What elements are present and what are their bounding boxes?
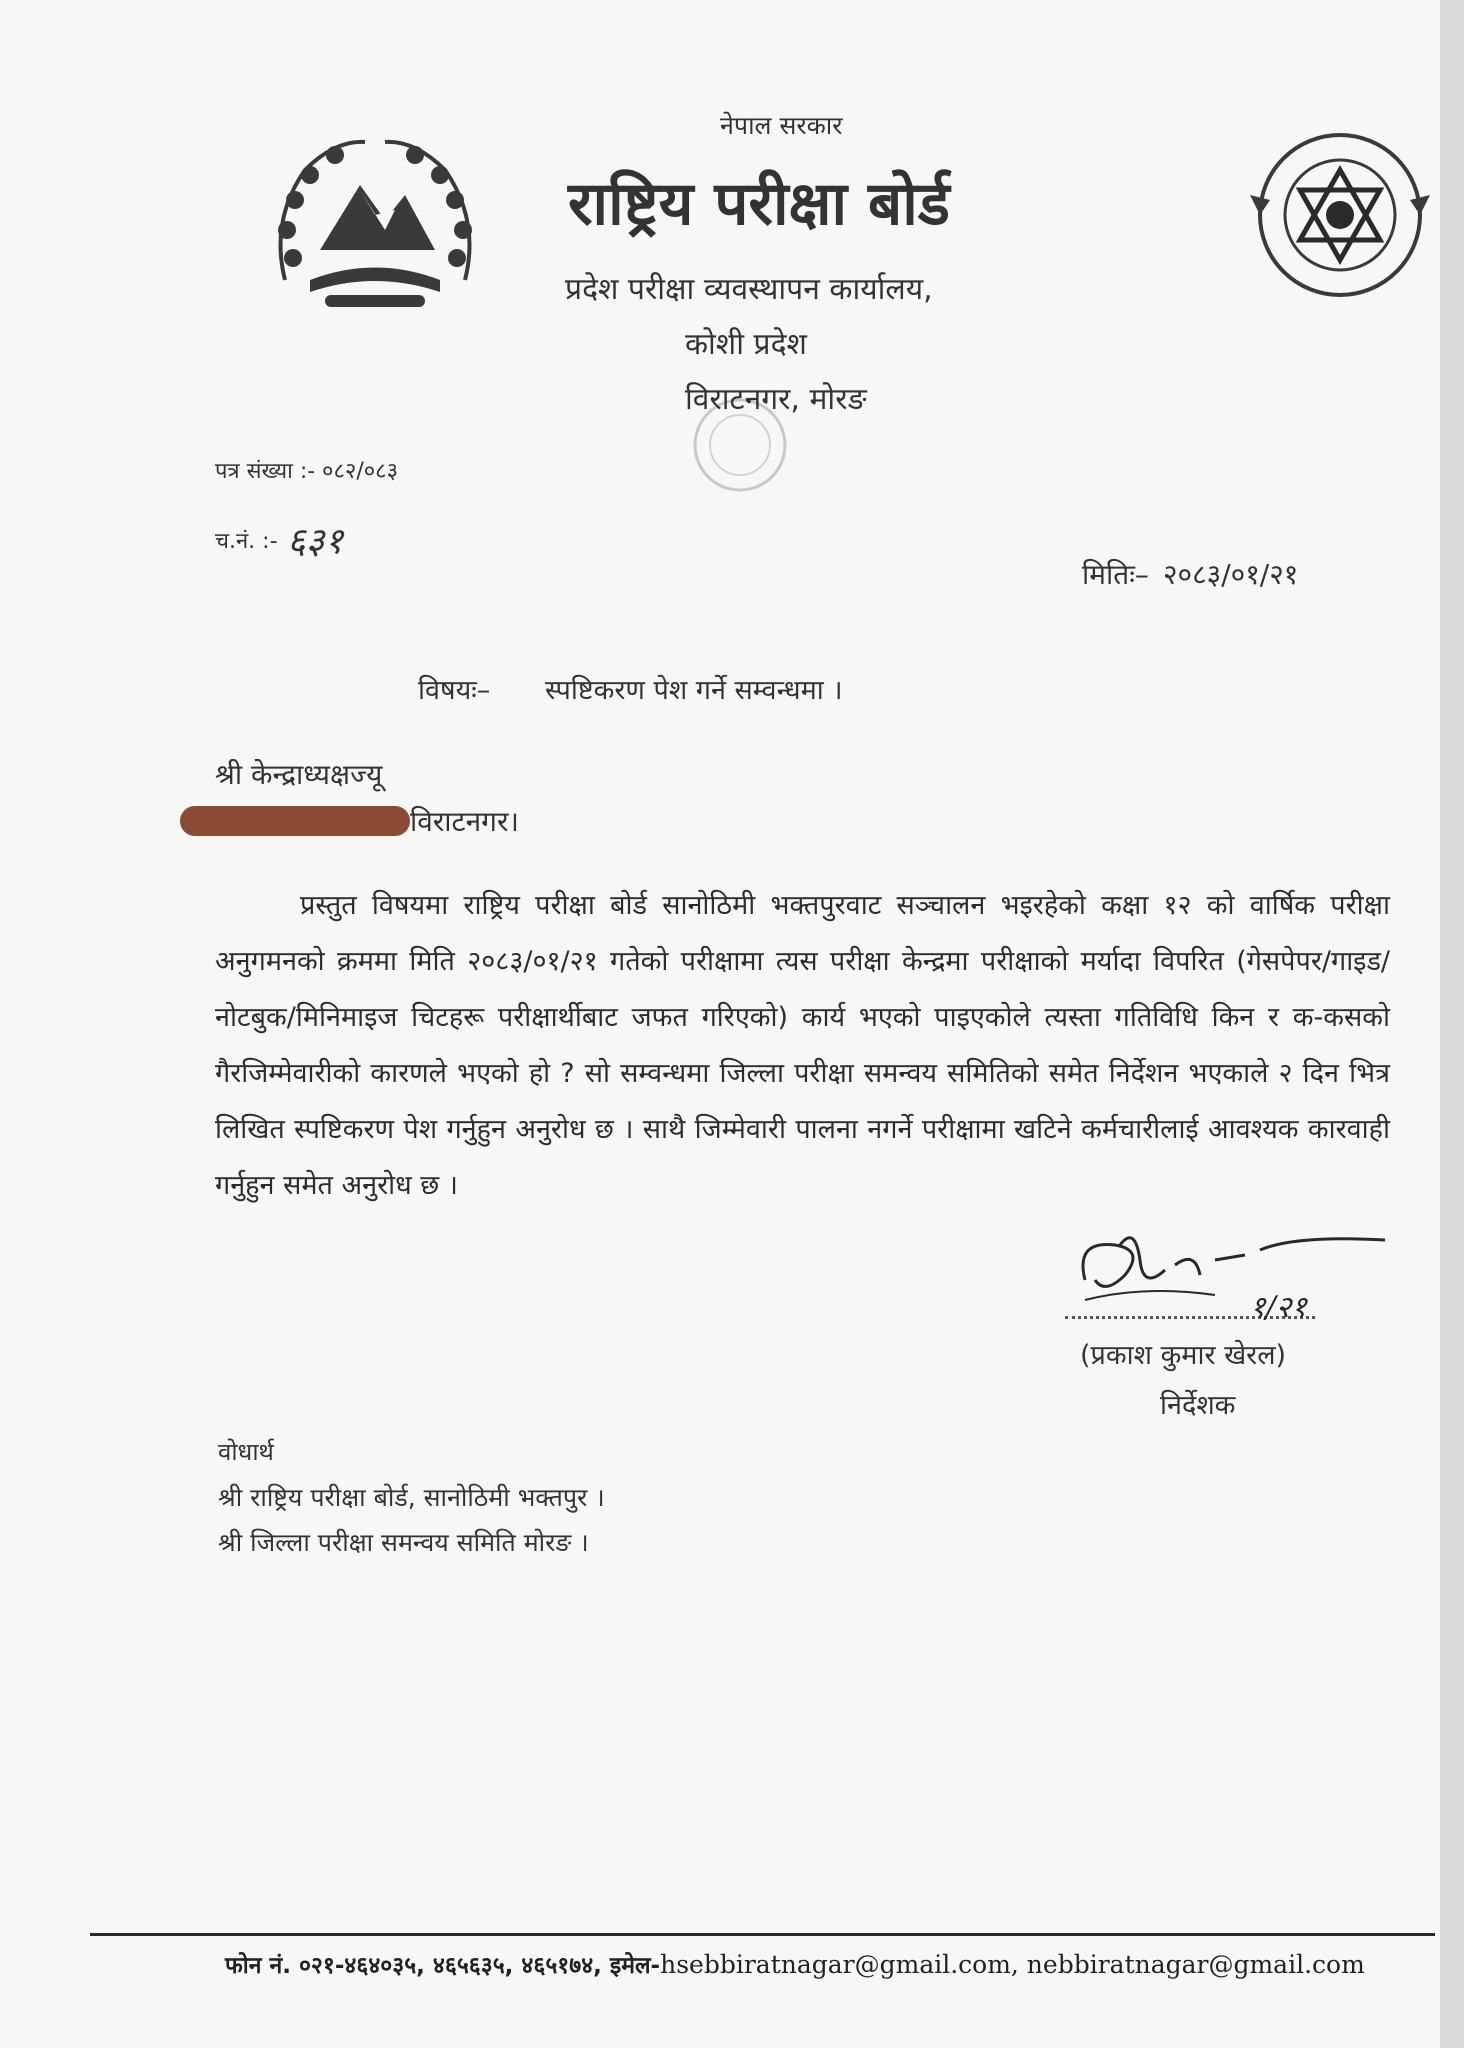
date-label: मितिः– [1082, 558, 1149, 591]
date-value: २०८३/०१/२१ [1163, 558, 1299, 591]
signer-title: निर्देशक [1160, 1390, 1236, 1421]
board-title: राष्ट्रिय परीक्षा बोर्ड [568, 169, 950, 239]
addressee-city: विराटनगर। [410, 805, 520, 838]
office-location: विराटनगर, मोरङ [685, 382, 867, 417]
signature-icon [1065, 1220, 1395, 1320]
subject-text: स्पष्टिकरण पेश गर्ने सम्वन्धमा । [545, 675, 843, 706]
office-name: प्रदेश परीक्षा व्यवस्थापन कार्यालय, [565, 272, 933, 307]
redaction-bar [180, 806, 410, 836]
cc-item: श्री राष्ट्रिय परीक्षा बोर्ड, सानोठिमी भक्तपुर । [218, 1483, 605, 1512]
page-edge [1440, 0, 1464, 2048]
footer-phones: फोन नं. ०२१-४६४०३५, ४६५६३५, ४६५१७४, इमेल- [225, 1953, 661, 1979]
cc-label: वोधार्थ [218, 1438, 274, 1466]
dispatch-number-value: ६३१ [287, 521, 344, 562]
footer-emails: hsebbiratnagar@gmail.com, nebbiratnagar@gmail.com [660, 1950, 1365, 1979]
subject-label: विषयः– [418, 675, 491, 706]
letter-number-value: ०८२/०८३ [322, 459, 399, 484]
government-heading: नेपाल सरकार [720, 111, 843, 140]
footer-contact [225, 1948, 1365, 1980]
province-name: कोशी प्रदेश [685, 327, 807, 362]
dispatch-number-label: च.नं. :- [215, 529, 278, 554]
signer-name: (प्रकाश कुमार खेरल) [1080, 1340, 1287, 1371]
letter-body: प्रस्तुत विषयमा राष्ट्रिय परीक्षा बोर्ड सानोठिमी भक्तपुरवाट सञ्चालन भइरहेको कक्षा १२ को वार्षिक परीक्षा अनुगमनको क्रममा मिति २०८३/०१/२१ गतेको परीक्षामा त्यस परीक्षा केन्द्रमा परीक्षाको मर्यादा विपरित (गेसपेपर/गाइड/नोटबुक/मिनिमाइज चिटहरू परीक्षार्थीबाट जफत गरिएको) कार्य भएको पाइएकोले त्यस्ता गतिविधि किन र क-कसको गैरजिम्मेवारीको कारणले भएको हो ? सो सम्वन्धमा जिल्ला परीक्षा समन्वय समितिको समेत निर्देशन भएकाले २ दिन भित्र लिखित स्पष्टिकरण पेश गर्नुहुन अनुरोध छ । साथै जिम्मेवारी पालना नगर्ने परीक्षामा खटिने कर्मचारीलाई आवश्यक कारवाही गर्नुहुन समेत अनुरोध छ । [215, 890, 1390, 1201]
letter-number-label: पत्र संख्या :- [215, 459, 316, 484]
cc-item: श्री जिल्ला परीक्षा समन्वय समिति मोरङ । [218, 1528, 589, 1557]
addressee-line: श्री केन्द्राध्यक्षज्यू [215, 758, 383, 791]
signature-date: १/२१ [1250, 1290, 1307, 1325]
footer-divider [90, 1933, 1435, 1936]
neb-seal-icon [1245, 115, 1435, 315]
nepal-emblem-icon [265, 130, 485, 315]
